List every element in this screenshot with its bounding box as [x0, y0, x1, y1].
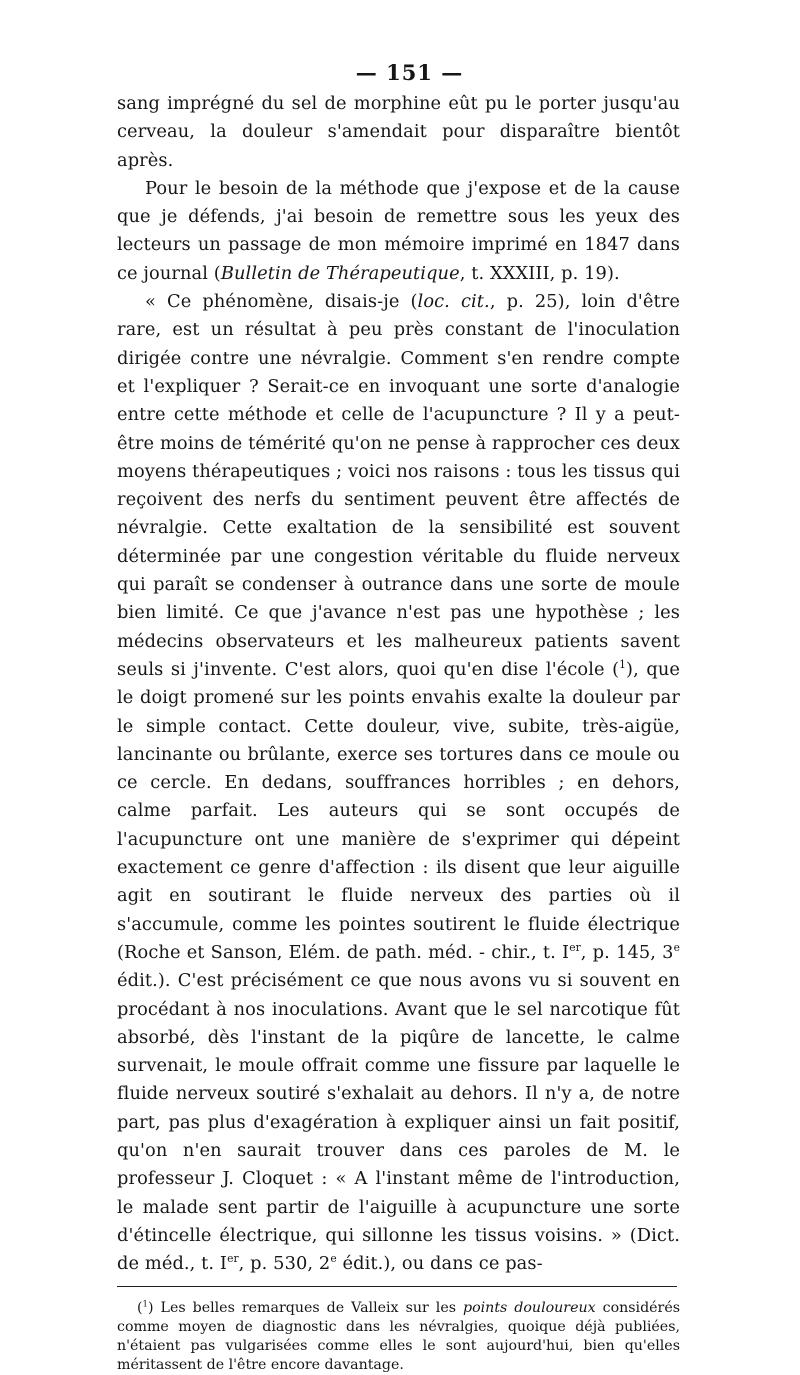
text-run: , p. 145, 3 — [580, 941, 674, 963]
text-run: ), que le doigt promené sur les points envahis exalte la douleur par le simple contact. Cette douleur, vive, subite, très-aigüe, lancinante ou brûlante, exerce ses tortures dans ce moule ou ce cercle. En dedans, souffrances horribles ; en dehors, calme parfait. Les auteurs qui se sont occupés de l'acupuncture ont une manière de s'exprimer qui dépeint exactement ce genre d'affection : ils disent que leur aiguille agit en soutirant le fluide nerveux des parties où il s'accumule, comme les pointes soutirent le fluide électrique (Roche et Sanson, Elém. de path. méd. - chir., t. I — [117, 658, 680, 963]
italic-text: Bulletin de Thérapeutique — [220, 262, 460, 284]
footnote-divider — [117, 1286, 677, 1287]
superscript: 1 — [142, 1299, 148, 1310]
superscript: er — [227, 1252, 239, 1266]
footnotes — [117, 1299, 680, 1375]
text-run: ) Les belles remarques de Valleix sur les — [147, 1300, 464, 1317]
text-run: , p. 530, 2 — [238, 1253, 331, 1275]
italic-text: loc. cit. — [417, 291, 490, 313]
text-run: édit.), ou dans ce pas- — [336, 1253, 543, 1275]
text-run: considérés comme moyen de diagnostic dans les névralgies, quoique déjà publiées, n'étaient pas vulgarisées comme elles le sont aujourd'hui, bien qu'elles méritassent de l'être encore davantage. — [117, 1300, 681, 1374]
text-run: Pour le besoin de la méthode que j'expose et de la cause que je défends, j'ai besoin de remettre sous les yeux des lecteurs un passage de mon mémoire imprimé en 1847 dans ce journal ( — [117, 177, 680, 284]
paragraph-1 — [117, 90, 680, 175]
superscript: e — [330, 1252, 337, 1266]
superscript: 1 — [619, 658, 627, 672]
book-page — [117, 56, 680, 1375]
text-run: ( — [137, 1300, 143, 1317]
page-number: — 151 — — [355, 60, 464, 85]
main-text — [117, 90, 680, 1278]
superscript: er — [569, 940, 581, 954]
superscript: e — [673, 940, 680, 954]
text-run: sang imprégné du sel de morphine eût pu le porter jusqu'au cerveau, la douleur s'amendait pour disparaître bientôt après. — [117, 93, 680, 171]
italic-text: points douloureux — [463, 1300, 596, 1317]
text-run: édit.). C'est précisément ce que nous avons vu si souvent en procédant à nos inoculations. Avant que le sel narcotique fût absorbé, dès l'instant de la piqûre de lancette, le calme survenait, le moule offrait comme une fissure par laquelle le fluide nerveux soutiré s'exhalait au dehors. Il n'y a, de notre part, pas plus d'exagération à expliquer ainsi un fait positif, qu'on n'en saurait trouver dans ces paroles de M. le professeur J. Cloquet : « A l'instant même de l'introduction, le malade sent partir de l'aiguille à acupuncture une sorte d'étincelle électrique, qui sillonne les tissus voisins. » (Dict. de méd., t. I — [117, 970, 680, 1275]
text-run: , t. XXXIII, p. 19). — [459, 262, 620, 284]
text-run: « Ce phénomène, disais-je ( — [145, 291, 418, 313]
footnote-1 — [117, 1299, 680, 1375]
paragraph-2 — [117, 175, 680, 288]
text-run: , p. 25), loin d'être rare, est un résultat à peu près constant de l'inoculation dirigée contre une névralgie. Comment s'en rendre compte et l'expliquer ? Serait-ce en invoquant une sorte d'analogie entre cette méthode et celle de l'acupuncture ? Il y a peut-être moins de témérité qu'on ne pense à rapprocher ces deux moyens thérapeutiques ; voici nos raisons : tous les tissus qui reçoivent des nerfs du sentiment peuvent être affectés de névralgie. Cette exaltation de la sensibilité est souvent déterminée par une congestion véritable du fluide nerveux qui paraît se condenser à outrance dans une sorte de moule bien limité. Ce que j'avance n'est pas une hypothèse ; les médecins observateurs et les malheureux patients savent seuls si j'invente. C'est alors, quoi qu'en dise l'école ( — [117, 291, 681, 680]
paragraph-3-quotation — [117, 288, 680, 1278]
